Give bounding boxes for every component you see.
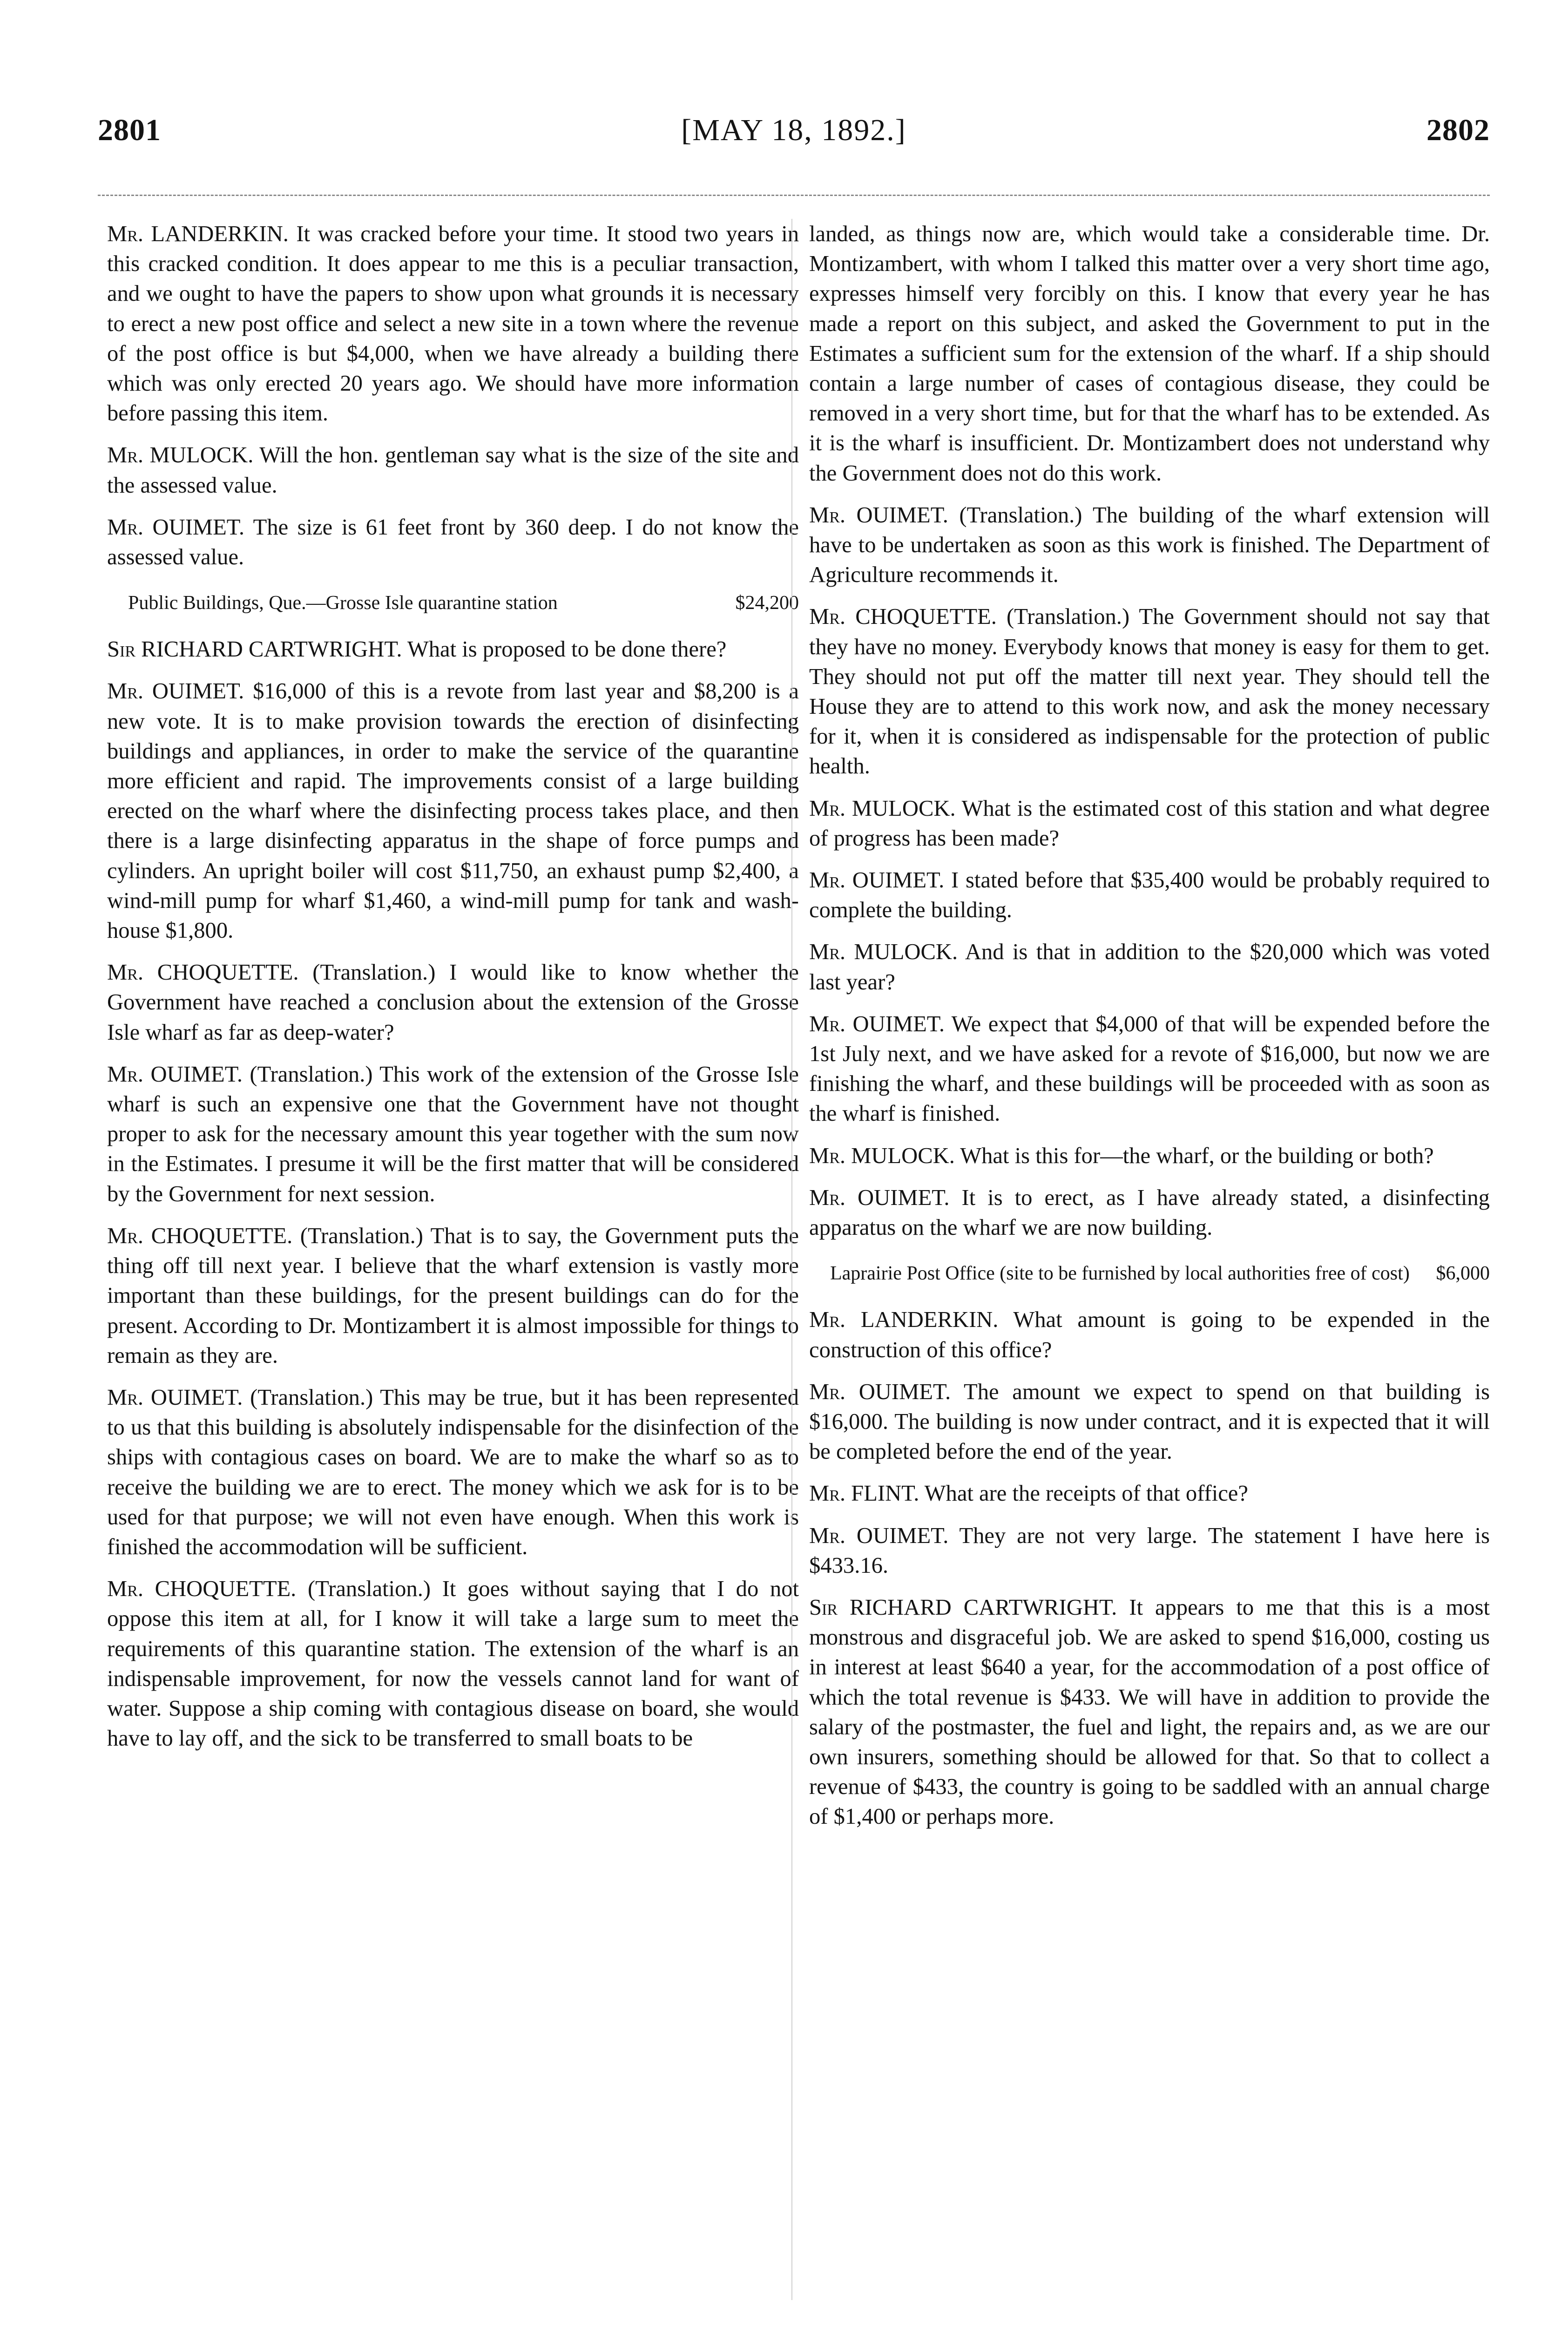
speaker-name: Mr. OUIMET. (809, 1523, 949, 1548)
speech-text: And is that in addition to the $20,000 which was voted last year? (809, 939, 1490, 995)
speaker-name: Mr. CHOQUETTE. (809, 604, 997, 629)
right-column (809, 219, 1490, 1844)
estimate-item (107, 590, 799, 616)
column-divider (791, 219, 792, 2300)
speech-text: I stated before that $35,400 would be probably required to complete the building. (809, 867, 1490, 923)
speaker-name: Mr. MULOCK. (809, 939, 958, 965)
speech-text: (Translation.) It goes without saying that I do not oppose this item at all, for I know it will take a large sum to meet the requirements of this quarantine station. The extension of the wharf is an indispensable improvement, for now the vessels cannot land for want of water. Suppose a ship coming with contagious disease on board, she would have to lay off, and the sick to be transferred to small boats to be (107, 1576, 799, 1751)
speech-paragraph (107, 219, 799, 428)
speech-text: What amount is going to be expended in the construction of this office? (809, 1307, 1490, 1362)
speech-text: $16,000 of this is a revote from last year and $8,200 is a new vote. It is to make provision towards the erection of disinfecting buildings and appliances, in order to make the service of the quarantine more efficient and rapid. The improvements consist of a large building erected on the wharf where the disinfecting process takes place, and then there is a large disinfecting apparatus in the shape of force pumps and cylinders. An upright boiler will cost $11,750, an exhaust pump $2,400, a wind-mill pump for wharf $1,460, a wind-mill pump for tank and wash-house $1,800. (107, 678, 799, 943)
estimate-item-amount: $6,000 (1436, 1263, 1490, 1285)
speech-paragraph (809, 1478, 1490, 1508)
speech-text: What is this for—the wharf, or the building or both? (960, 1143, 1434, 1168)
speaker-name: Mr. MULOCK. (809, 795, 956, 821)
estimate-item-amount: $24,200 (735, 592, 799, 614)
left-column (107, 219, 799, 1765)
speech-text: (Translation.) This may be true, but it has been represented to us that this building is absolutely indispensable for the disinfection of the ships with contagious cases on board. We are to make the wharf so as to receive the building we are to erect. The money which we ask for is to be used for that purpose; we will not even have enough. When this work is finished the accommodation will be sufficient. (107, 1384, 799, 1559)
speech-text: The amount we expect to spend on that building is $16,000. The building is now under contract, and it is expected that it will be completed before the end of the year. (809, 1379, 1490, 1464)
speaker-name: Sir RICHARD CARTWRIGHT. (809, 1594, 1117, 1620)
header-date: [MAY 18, 1892.] (681, 113, 906, 147)
speaker-name: Mr. OUIMET. (809, 1184, 950, 1210)
speech-paragraph (107, 676, 799, 945)
speech-text: (Translation.) The building of the wharf extension will have to be undertaken as soon as this work is finished. The Department of Agriculture recommends it. (809, 502, 1490, 588)
speaker-name: Sir RICHARD CARTWRIGHT. (107, 636, 402, 662)
speech-paragraph (809, 937, 1490, 996)
speech-paragraph (809, 865, 1490, 925)
estimate-item-label: Laprairie Post Office (site to be furnished by local authorities free of cost) (830, 1263, 1410, 1285)
speech-paragraph (809, 1592, 1490, 1832)
speech-paragraph (809, 500, 1490, 590)
speaker-name: Mr. OUIMET. (107, 1384, 243, 1410)
header-rule (98, 195, 1490, 196)
speaker-name: Mr. CHOQUETTE. (107, 1223, 293, 1248)
estimate-item-label: Public Buildings, Que.—Grosse Isle quarantine station (128, 592, 558, 614)
speech-paragraph (809, 1183, 1490, 1242)
speech-text: It is to erect, as I have already stated, a disinfecting apparatus on the wharf we are now building. (809, 1184, 1490, 1240)
speaker-name: Mr. OUIMET. (809, 1011, 945, 1036)
speech-text: It appears to me that this is a most monstrous and disgraceful job. We are asked to spend $16,000, costing us in interest at least $640 a year, for the accommodation of a post office of which the total revenue is $433. We will have in addition to provide the salary of the postmaster, the fuel and light, the repairs and, as we are our own insurers, something should be allowed for that. So that to collect a revenue of $433, the country is going to be saddled with an annual charge of $1,400 or perhaps more. (809, 1594, 1490, 1829)
speaker-name: Mr. OUIMET. (107, 1061, 243, 1087)
speech-text: (Translation.) This work of the extension of the Grosse Isle wharf is such an expensive one that the Government have not thought proper to ask for the necessary amount this year together with the sum now in the Estimates. I presume it will be the first matter that will be considered by the Government for next session. (107, 1061, 799, 1206)
estimate-item (809, 1261, 1490, 1286)
speech-text: They are not very large. The statement I have here is $433.16. (809, 1523, 1490, 1578)
speaker-name: Mr. MULOCK. (107, 442, 254, 468)
speaker-name: Mr. OUIMET. (107, 514, 245, 540)
speech-paragraph (809, 1377, 1490, 1467)
speech-paragraph (107, 512, 799, 572)
speaker-name: Mr. OUIMET. (107, 678, 244, 704)
speech-text: What is the estimated cost of this station and what degree of progress has been made? (809, 795, 1490, 851)
speaker-name: Mr. CHOQUETTE. (107, 1576, 297, 1602)
speech-text: (Translation.) The Government should not say that they have no money. Everybody knows that money is easy for them to get. They should not put off the matter till next year. They should tell the House they are to attend to this work now, and ask the money necessary for it, when it is considered as indispensable for the protection of public health. (809, 604, 1490, 779)
speech-text: (Translation.) I would like to know whether the Government have reached a conclusion about the extension of the Grosse Isle wharf as far as deep-water? (107, 960, 799, 1045)
speech-text: What are the receipts of that office? (924, 1481, 1248, 1506)
speech-paragraph (107, 1382, 799, 1562)
speech-text: It was cracked before your time. It stood two years in this cracked condition. It does appear to me this is a peculiar transaction, and we ought to have the papers to show upon what grounds it is necessary to erect a new post office and select a new site in a town where the revenue of the post office is but $4,000, when we have already a building there which was only erected 20 years ago. We should have more information before passing this item. (107, 221, 799, 426)
speech-paragraph (107, 634, 799, 664)
speech-text: What is proposed to be done there? (407, 636, 727, 662)
speaker-name: Mr. MULOCK. (809, 1143, 955, 1168)
left-page-number: 2801 (98, 113, 161, 147)
speech-text: (Translation.) That is to say, the Government puts the thing off till next year. I believe that the wharf extension is vastly more important than these buildings, for the present buildings can do for the present. According to Dr. Montizambert it is almost impossible for things to remain as they are. (107, 1223, 799, 1368)
speech-text: We expect that $4,000 of that will be expended before the 1st July next, and we have asked for a revote of $16,000, but now we are finishing the wharf, and these buildings will be proceeded with as soon as the wharf is finished. (809, 1011, 1490, 1126)
speech-text: Will the hon. gentleman say what is the size of the site and the assessed value. (107, 442, 799, 498)
speech-paragraph (107, 1221, 799, 1370)
speaker-name: Mr. OUIMET. (809, 1379, 951, 1404)
right-page-number: 2802 (1426, 113, 1490, 147)
speech-text: The size is 61 feet front by 360 deep. I do not know the assessed value. (107, 514, 799, 570)
page-header (98, 113, 1490, 164)
speaker-name: Mr. LANDERKIN. (107, 221, 289, 246)
speech-paragraph (107, 957, 799, 1047)
speech-paragraph (107, 1574, 799, 1753)
speaker-name: Mr. LANDERKIN. (809, 1307, 999, 1333)
speaker-name: Mr. CHOQUETTE. (107, 960, 299, 985)
speech-paragraph (809, 1141, 1490, 1171)
speech-paragraph (809, 1521, 1490, 1580)
speech-paragraph (107, 1059, 799, 1209)
speech-text: landed, as things now are, which would take a considerable time. Dr. Montizambert, with whom I talked this matter over a very short time ago, expresses himself very forcibly on this. I know that every year he has made a report on this subject, and asked the Government to put in the Estimates a sufficient sum for the extension of the wharf. If a ship should contain a large number of cases of contagious disease, they could be removed in a very short time, but for that the wharf has to be extended. As it is the wharf is insufficient. Dr. Montizambert does not understand why the Government does not do this work. (809, 221, 1490, 486)
speaker-name: Mr. OUIMET. (809, 502, 948, 528)
speaker-name: Mr. FLINT. (809, 1481, 919, 1506)
speaker-name: Mr. OUIMET. (809, 867, 945, 893)
speech-paragraph (809, 219, 1490, 488)
speech-paragraph (107, 440, 799, 500)
speech-paragraph (809, 602, 1490, 781)
speech-paragraph (809, 1305, 1490, 1364)
speech-paragraph (809, 793, 1490, 853)
speech-paragraph (809, 1009, 1490, 1129)
